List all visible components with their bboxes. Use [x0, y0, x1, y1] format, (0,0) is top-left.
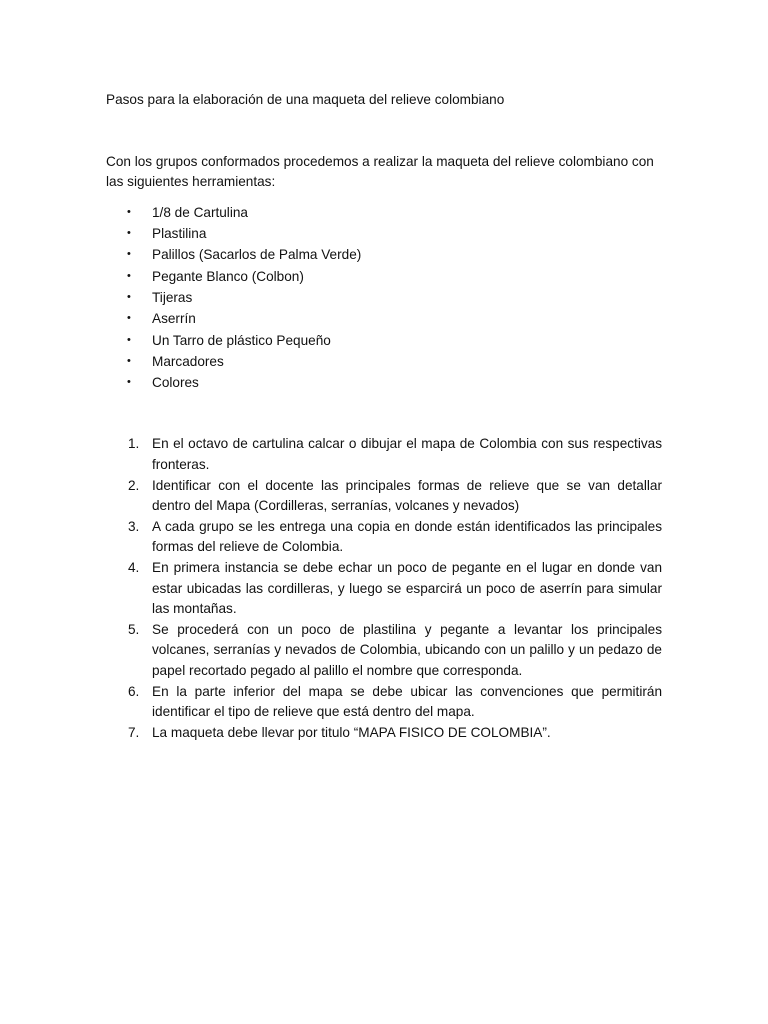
step-text: Se procederá con un poco de plastilina y pegante a levantar los principales volcanes, serranías y nevados de Colombia, ubicando con un palillo y un pedazo de papel recortado pegado al palillo el nombre que corresponda. [152, 621, 662, 678]
step-text: En el octavo de cartulina calcar o dibujar el mapa de Colombia con sus respectivas fronteras. [152, 436, 662, 473]
material-label: Plastilina [152, 226, 207, 242]
material-label: 1/8 de Cartulina [152, 204, 248, 220]
steps-list [106, 434, 662, 743]
list-item [106, 223, 662, 244]
material-label: Colores [152, 375, 199, 391]
step-text: Identificar con el docente las principales formas de relieve que se van detallar dentro del Mapa (Cordilleras, serranías, volcanes y nevados) [152, 477, 662, 514]
step-number: 4. [128, 560, 140, 576]
list-item [106, 558, 662, 620]
material-label: Palillos (Sacarlos de Palma Verde) [152, 247, 362, 263]
material-label: Un Tarro de plástico Pequeño [152, 332, 331, 348]
materials-list [106, 202, 662, 394]
step-text: A cada grupo se les entrega una copia en donde están identificados las principales formas del relieve de Colombia. [152, 518, 662, 555]
step-number: 5. [128, 621, 140, 637]
list-item [106, 202, 662, 223]
list-item [106, 723, 662, 744]
step-number: 3. [128, 518, 140, 534]
bullet-icon: • [127, 290, 131, 303]
step-text: En la parte inferior del mapa se debe ubicar las convenciones que permitirán identificar el tipo de relieve que está dentro del mapa. [152, 683, 662, 720]
list-item [106, 372, 662, 393]
material-label: Tijeras [152, 289, 193, 305]
bullet-icon: • [127, 312, 131, 325]
bullet-icon: • [127, 269, 131, 282]
list-item [106, 308, 662, 329]
step-text: La maqueta debe llevar por titulo “MAPA FISICO DE COLOMBIA”. [152, 724, 551, 740]
material-label: Aserrín [152, 311, 196, 327]
document-title: Pasos para la elaboración de una maqueta del relieve colombiano [106, 92, 505, 107]
intro-paragraph: Con los grupos conformados procedemos a realizar la maqueta del relieve colombiano con las siguientes herramientas: [106, 153, 654, 190]
step-number: 6. [128, 683, 140, 699]
bullet-icon: • [127, 376, 131, 389]
document-body [106, 90, 662, 743]
list-item [106, 351, 662, 372]
bullet-icon: • [127, 333, 131, 346]
material-label: Marcadores [152, 353, 224, 369]
list-item [106, 244, 662, 265]
list-item [106, 476, 662, 517]
list-item [106, 287, 662, 308]
bullet-icon: • [127, 205, 131, 218]
bullet-icon: • [127, 354, 131, 367]
list-item [106, 330, 662, 351]
bullet-icon: • [127, 248, 131, 261]
list-item [106, 620, 662, 682]
step-text: En primera instancia se debe echar un poco de pegante en el lugar en donde van estar ubicadas las cordilleras, y luego se esparcirá un poco de aserrín para simular las montañas. [152, 560, 662, 617]
list-item [106, 517, 662, 558]
step-number: 2. [128, 477, 140, 493]
step-number: 1. [128, 436, 140, 452]
material-label: Pegante Blanco (Colbon) [152, 268, 304, 284]
step-number: 7. [128, 724, 140, 740]
list-item [106, 682, 662, 723]
list-item [106, 266, 662, 287]
list-item [106, 434, 662, 475]
bullet-icon: • [127, 227, 131, 240]
